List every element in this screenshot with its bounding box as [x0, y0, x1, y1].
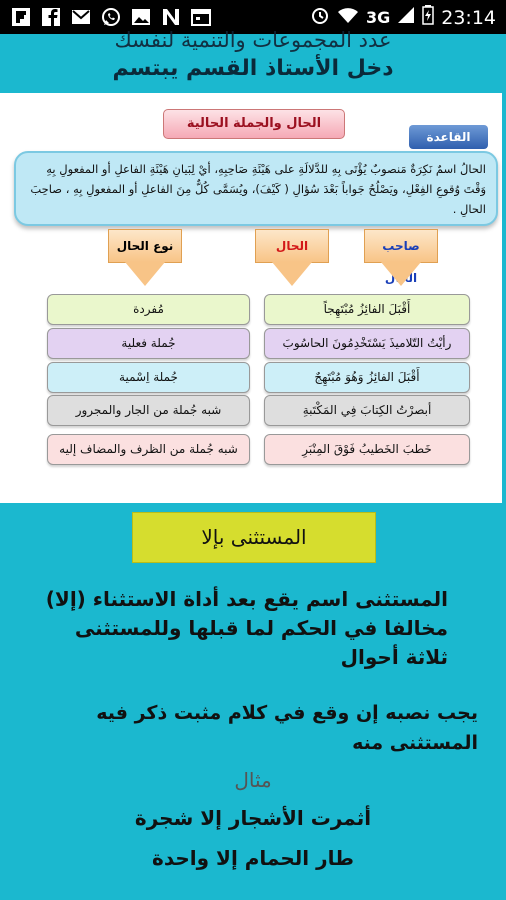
gmail-icon	[70, 6, 91, 27]
example-cell: أَقْبَلَ الفائِزُ وَهُوَ مُبْتَهِجٌ	[264, 362, 470, 393]
exception-rule: يجب نصبه إن وقع في كلام مثبت ذكر فيه المستثنى منه	[96, 702, 478, 754]
exception-definition: المستثنى اسم يقع بعد أداة الاستثناء (إلا) مخالفا في الحكم لما قبلها وللمستثنى ثلاثة أحوال	[45, 587, 448, 669]
example-sentence-2: طار الحمام إلا واحدة	[152, 846, 354, 870]
alarm-icon	[310, 5, 330, 30]
clock: 23:14	[441, 6, 496, 29]
notification-icons	[10, 6, 211, 27]
arrow-type-label: نوع الحال	[108, 229, 182, 263]
scrolled-header-text: عدد المجموعات والتنمية لنفسك	[114, 28, 392, 52]
example-sentence-1: أثمرت الأشجار إلا شجرة	[134, 806, 372, 830]
n-icon	[160, 6, 181, 27]
whatsapp-icon	[100, 6, 121, 27]
arrow-hal	[255, 229, 329, 287]
flipboard-icon	[10, 6, 31, 27]
type-cell: جُملة اِسْمية	[47, 362, 250, 393]
exception-topic-button[interactable]: المستثنى بإلا	[132, 512, 376, 563]
lesson-image-title: الحال والجملة الحالية	[163, 109, 345, 139]
gallery-icon	[130, 6, 151, 27]
example-cell: أَقْبَلَ الفائِزُ مُبْتَهِجاً	[264, 294, 470, 325]
rule-label: القاعدة	[409, 125, 488, 149]
type-cell: جُملة فعلية	[47, 328, 250, 359]
example-label: مثال	[234, 768, 272, 792]
signal-icon	[397, 6, 415, 29]
facebook-icon	[40, 6, 61, 27]
battery-charging-icon	[422, 5, 434, 30]
arrow-owner	[364, 229, 438, 287]
type-cell: شبه جُملة من الجار والمجرور	[47, 395, 250, 426]
wifi-icon	[337, 5, 359, 30]
network-type: 3G	[365, 8, 391, 27]
arrow-owner-label: صاحب الحال	[364, 229, 438, 263]
example-cell: خَطبَ الخَطيبُ فَوْقَ المِنْبَرِ	[264, 434, 470, 465]
page-title: دخل الأستاذ القسم يبتسم	[112, 56, 394, 81]
type-cell: شبه جُملة من الظرف والمضاف إليه	[47, 434, 250, 465]
system-status	[310, 5, 496, 30]
example-cell: أبصرْتُ الكِتابَ فِي المَكْتَبةِ	[264, 395, 470, 426]
example-cell: رأيْتُ التّلاميذَ يَسْتَخْدِمُونَ الحاسُوبَ	[264, 328, 470, 359]
type-cell: مُفردة	[47, 294, 250, 325]
arrow-hal-label: الحال	[255, 229, 329, 263]
lesson-image	[0, 93, 502, 503]
calendar-icon	[190, 6, 211, 27]
rule-definition: الحالُ اسمٌ نَكِرَةٌ مَنصوبٌ يُؤْتَى بِهِ للدَّلالَةِ على هَيْئَةِ صَاحِبِهِ، أيْ لِبَيانِ هَيْئَةِ الفاعلِ أو المفعولِ بِهِ وَقْتَ وُقوعِ الفِعْلِ، ويَصْلُحُ جَواباً بَعْدَ سُؤالِ ( كَيْفَ)، ويُسَمَّى كُلٌّ مِنَ الفاعلِ أو المفعولِ بِهِ ، صاحِبَ الحالِ .	[14, 151, 498, 226]
arrow-type	[108, 229, 182, 287]
